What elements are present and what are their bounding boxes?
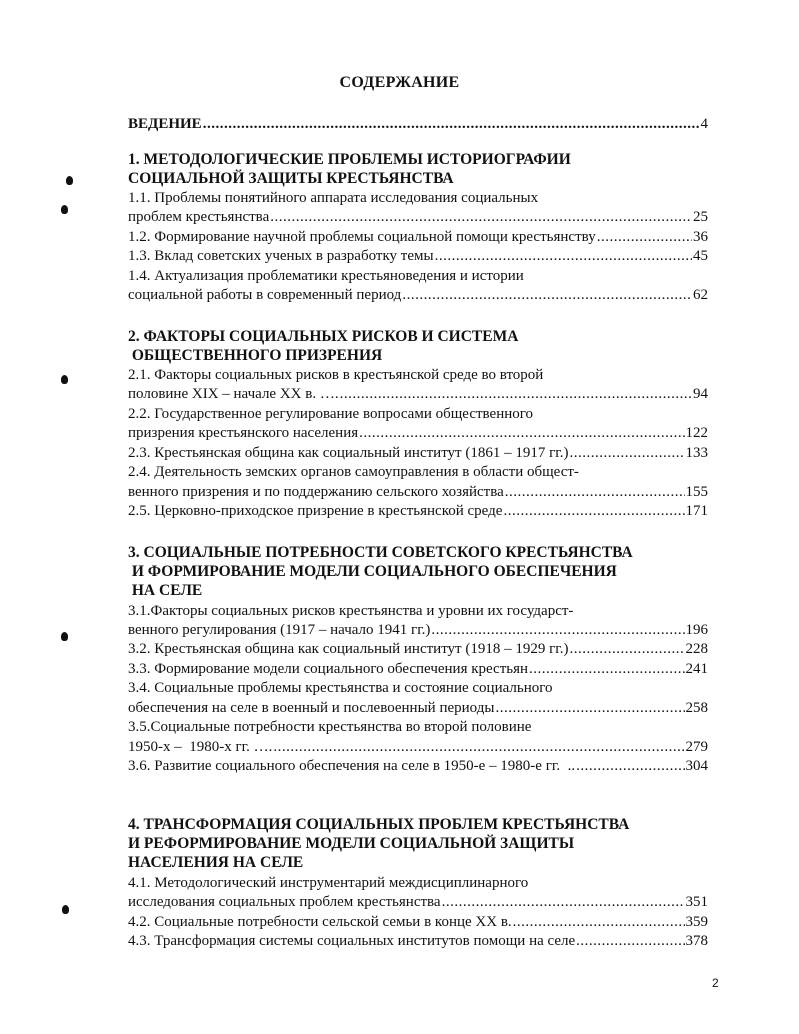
toc-entry-text: половине XIX – начале XX в. …. <box>128 386 339 402</box>
section-heading-4-line-2: И РЕФОРМИРОВАНИЕ МОДЕЛИ СОЦИАЛЬНОЙ ЗАЩИТЫ <box>128 835 575 852</box>
toc-leader <box>503 502 684 521</box>
toc-page-number: 122 <box>685 425 708 441</box>
toc-page-number: 45 <box>693 248 708 264</box>
toc-page-number: 155 <box>685 484 708 500</box>
toc-entry-label: ВЕДЕНИЕ <box>128 116 202 132</box>
toc-page-number: 36 <box>693 229 708 245</box>
toc-entry-3-5 <box>128 738 708 757</box>
toc-entry-2-3 <box>128 444 708 463</box>
toc-entry-1-1 <box>128 208 708 227</box>
toc-entry-1-2 <box>128 228 708 247</box>
scan-mark <box>66 176 73 185</box>
toc-entry-text: 3.3. Формирование модели социального обеспечения крестьян <box>128 661 529 677</box>
toc-entry-text: 4.2. Социальные потребности сельской семьи в конце XX в. <box>128 914 512 930</box>
toc-entry-3-1 <box>128 621 708 640</box>
toc-entry-1-4-line-1: 1.4. Актуализация проблематики крестьяноведения и истории <box>128 268 524 284</box>
toc-entry-text: 2.3. Крестьянская община как социальный институт (1861 – 1917 гг.) <box>128 445 569 461</box>
toc-leader <box>270 208 692 227</box>
toc-entry-3-4-line-1: 3.4. Социальные проблемы крестьянства и состояние социального <box>128 680 553 696</box>
toc-leader <box>576 932 684 951</box>
scan-mark <box>62 905 69 914</box>
toc-leader <box>359 424 684 443</box>
section-heading-4-line-1: 4. ТРАНСФОРМАЦИЯ СОЦИАЛЬНЫХ ПРОБЛЕМ КРЕСТЬЯНСТВА <box>128 816 630 833</box>
toc-leader <box>435 247 692 266</box>
toc-entry-1-1-line-1: 1.1. Проблемы понятийного аппарата исследования социальных <box>128 190 539 206</box>
toc-leader <box>273 738 684 757</box>
scan-mark <box>61 632 68 641</box>
section-heading-1-line-1: 1. МЕТОДОЛОГИЧЕСКИЕ ПРОБЛЕМЫ ИСТОРИОГРАФИИ <box>128 151 571 168</box>
toc-entry-text: социальной работы в современный период <box>128 287 402 303</box>
scan-mark <box>61 205 68 214</box>
toc-leader <box>597 228 692 247</box>
toc-entry-text: 2.5. Церковно-приходское призрение в крестьянской среде <box>128 503 503 519</box>
toc-entry-2-1 <box>128 385 708 404</box>
toc-entry-1-3 <box>128 247 708 266</box>
toc-page-number: 378 <box>685 933 708 949</box>
toc-leader <box>431 621 684 640</box>
toc-entry-intro <box>128 115 708 134</box>
toc-entry-3-4 <box>128 699 708 718</box>
toc-leader <box>569 444 684 463</box>
toc-entry-3-5-line-1: 3.5.Социальные потребности крестьянства во второй половине <box>128 719 532 735</box>
toc-page-number: 133 <box>685 445 708 461</box>
toc-page-number: 304 <box>685 758 708 774</box>
toc-entry-text: проблем крестьянства <box>128 209 270 225</box>
page-number: 2 <box>712 976 719 990</box>
toc-entry-text: призрения крестьянского населения <box>128 425 359 441</box>
toc-leader <box>402 286 692 305</box>
toc-entry-3-2 <box>128 640 708 659</box>
toc-entry-2-1-line-1: 2.1. Факторы социальных рисков в крестьянской среде во второй <box>128 367 544 383</box>
toc-entry-2-2 <box>128 424 708 443</box>
toc-leader <box>442 893 685 912</box>
toc-entry-3-6 <box>128 757 708 776</box>
toc-entry-text: венного регулирования (1917 – начало 1941 гг.) <box>128 622 431 638</box>
toc-page-number: 279 <box>685 739 708 755</box>
section-heading-1-line-2: СОЦИАЛЬНОЙ ЗАЩИТЫ КРЕСТЬЯНСТВА <box>128 170 454 187</box>
toc-page-number: 351 <box>685 894 708 910</box>
toc-leader <box>513 913 685 932</box>
toc-entry-2-2-line-1: 2.2. Государственное регулирование вопросами общественного <box>128 406 534 422</box>
toc-entry-text: обеспечения на селе в военный и послевоенный периоды <box>128 700 495 716</box>
toc-entry-4-1-line-1: 4.1. Методологический инструментарий междисциплинарного <box>128 875 529 891</box>
section-heading-2-line-2: ОБЩЕСТВЕННОГО ПРИЗРЕНИЯ <box>128 347 383 364</box>
toc-entry-text: 3.6. Развитие социального обеспечения на селе в 1950-е – 1980-е гг. .. <box>128 758 576 774</box>
section-heading-3-line-1: 3. СОЦИАЛЬНЫЕ ПОТРЕБНОСТИ СОВЕТСКОГО КРЕСТЬЯНСТВА <box>128 544 633 561</box>
toc-page-number: 171 <box>685 503 708 519</box>
toc-entry-4-1 <box>128 893 708 912</box>
toc-entry-2-4 <box>128 483 708 502</box>
toc-page-number: 228 <box>685 641 708 657</box>
toc-leader <box>569 640 684 659</box>
toc-entry-text: 1.2. Формирование научной проблемы социальной помощи крестьянству <box>128 229 596 245</box>
toc-entry-4-3 <box>128 932 708 951</box>
page-title: СОДЕРЖАНИЕ <box>339 74 460 91</box>
toc-page-number: 94 <box>693 386 708 402</box>
toc-entry-text: 4.3. Трансформация системы социальных институтов помощи на селе <box>128 933 576 949</box>
toc-leader <box>495 699 684 718</box>
toc-leader <box>505 483 685 502</box>
toc-entry-text: венного призрения и по поддержанию сельского хозяйства <box>128 484 504 500</box>
section-heading-3-line-3: НА СЕЛЕ <box>128 582 203 599</box>
section-heading-3-line-2: И ФОРМИРОВАНИЕ МОДЕЛИ СОЦИАЛЬНОГО ОБЕСПЕЧЕНИЯ <box>128 563 617 580</box>
toc-leader <box>203 115 700 134</box>
toc-entry-text: 1.3. Вклад советских ученых в разработку темы <box>128 248 434 264</box>
section-heading-2-line-1: 2. ФАКТОРЫ СОЦИАЛЬНЫХ РИСКОВ И СИСТЕМА <box>128 328 519 345</box>
toc-entry-3-3 <box>128 660 708 679</box>
toc-page-number: 4 <box>700 116 708 132</box>
toc-page-number: 25 <box>693 209 708 225</box>
toc-entry-3-1-line-1: 3.1.Факторы социальных рисков крестьянства и уровни их государст- <box>128 603 574 619</box>
toc-entry-4-2 <box>128 913 708 932</box>
scan-mark <box>61 375 68 384</box>
toc-entry-2-5 <box>128 502 708 521</box>
toc-page-number: 241 <box>685 661 708 677</box>
toc-entry-text: 1950-х – 1980-х гг. …. <box>128 739 273 755</box>
section-heading-4-line-3: НАСЕЛЕНИЯ НА СЕЛЕ <box>128 854 304 871</box>
toc-page-number: 196 <box>685 622 708 638</box>
toc-entry-text: исследования социальных проблем крестьянства <box>128 894 441 910</box>
toc-leader <box>529 660 684 679</box>
toc-entry-2-4-line-1: 2.4. Деятельность земских органов самоуправления в области общест- <box>128 464 579 480</box>
toc-entry-text: 3.2. Крестьянская община как социальный институт (1918 – 1929 гг.) <box>128 641 569 657</box>
toc-page-number: 62 <box>693 287 708 303</box>
toc-entry-1-4 <box>128 286 708 305</box>
toc-page-number: 359 <box>685 914 708 930</box>
toc-page-number: 258 <box>685 700 708 716</box>
toc-leader <box>576 757 684 776</box>
toc-leader <box>340 385 692 404</box>
